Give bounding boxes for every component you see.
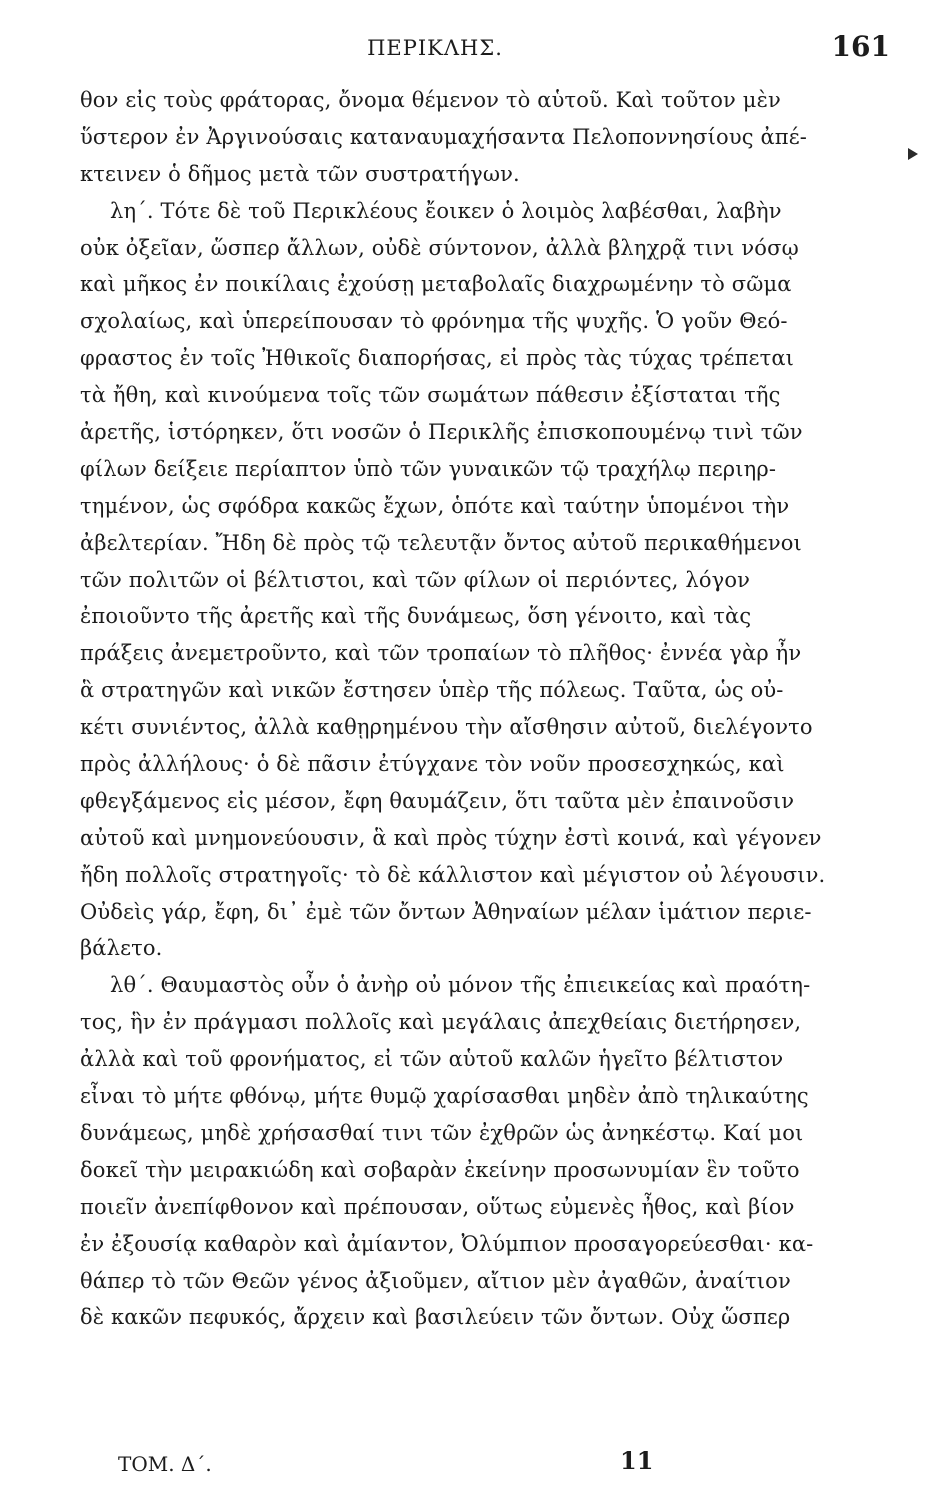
text-line: ὕστερον ἐν Ἀργινούσαις καταναυμαχήσαντα Πελοποννησίους ἀπέ-: [80, 124, 808, 149]
text-line: φθεγξάμενος εἰς μέσον, ἔφη θαυμάζειν, ὅτι ταῦτα μὲν ἐπαινοῦσιν: [80, 788, 795, 813]
text-line: κέτι συνιέντος, ἀλλὰ καθῃρημένου τὴν αἴσθησιν αὐτοῦ, διελέγοντο: [80, 715, 813, 740]
text-line: ποιεῖν ἀνεπίφθονον καὶ πρέπουσαν, οὕτως εὐμενὲς ἦθος, καὶ βίον: [80, 1194, 795, 1219]
text-line: φίλων δείξειε περίαπτον ὑπὸ τῶν γυναικῶν τῷ τραχήλῳ περιηρ-: [80, 456, 777, 481]
body-text: [80, 82, 900, 1336]
text-line: τῶν πολιτῶν οἱ βέλτιστοι, καὶ τῶν φίλων οἱ περιόντες, λόγον: [80, 567, 751, 592]
text-line: ἀβελτερίαν. Ἤδη δὲ πρὸς τῷ τελευτᾷν ὄντος αὐτοῦ περικαθήμενοι: [80, 530, 802, 555]
text-line: σχολαίως, καὶ ὑπερείπουσαν τὸ φρόνημα τῆς ψυχῆς. Ὁ γοῦν Θεό-: [80, 309, 788, 334]
text-line: ἀρετῆς, ἱστόρηκεν, ὅτι νοσῶν ὁ Περικλῆς ἐπισκοπουμένῳ τινὶ τῶν: [80, 420, 803, 445]
text-line: οὐκ ὀξεῖαν, ὥσπερ ἄλλων, οὐδὲ σύντονον, ἀλλὰ βληχρᾷ τινι νόσῳ: [80, 235, 799, 260]
text-line: δοκεῖ τὴν μειρακιώδη καὶ σοβαρὰν ἐκείνην προσωνυμίαν ἓν τοῦτο: [80, 1157, 800, 1182]
signature-mark: ΤΟΜ. Δ΄.: [118, 1452, 212, 1476]
text-line: φραστος ἐν τοῖς Ἠθικοῖς διαπορήσας, εἰ πρὸς τὰς τύχας τρέπεται: [80, 346, 795, 371]
chapter-start-line: λη΄. Τότε δὲ τοῦ Περικλέους ἔοικεν ὁ λοιμὸς λαβέσθαι, λαβὴν: [110, 198, 782, 223]
text-line: βάλετο.: [80, 936, 163, 961]
text-line: θον εἰς τοὺς φράτορας, ὄνομα θέμενον τὸ αὑτοῦ. Καὶ τοῦτον μὲν: [80, 88, 781, 112]
text-line: δὲ κακῶν πεφυκός, ἄρχειν καὶ βασιλεύειν τῶν ὄντων. Οὐχ ὥσπερ: [80, 1305, 791, 1330]
text-line: ἃ στρατηγῶν καὶ νικῶν ἔστησεν ὑπὲρ τῆς πόλεως. Ταῦτα, ὡς οὐ-: [80, 678, 784, 703]
text-line: ἤδη πολλοῖς στρατηγοῖς· τὸ δὲ κάλλιστον καὶ μέγιστον οὐ λέγουσιν.: [80, 862, 826, 887]
text-line: θάπερ τὸ τῶν Θεῶν γένος ἀξιοῦμεν, αἴτιον μὲν ἀγαθῶν, ἀναίτιον: [80, 1268, 791, 1293]
text-line: πράξεις ἀνεμετροῦντο, καὶ τῶν τροπαίων τὸ πλῆθος· ἐννέα γὰρ ἦν: [80, 641, 802, 666]
text-line: καὶ μῆκος ἐν ποικίλαις ἐχούσῃ μεταβολαῖς διαχρωμένην τὸ σῶμα: [80, 272, 792, 297]
margin-arrow-icon: [908, 148, 918, 160]
page-number: 161: [831, 30, 890, 63]
text-line: ἐποιοῦντο τῆς ἀρετῆς καὶ τῆς δυνάμεως, ὅση γένοιτο, καὶ τὰς: [80, 604, 752, 629]
text-line: κτεινεν ὁ δῆμος μετὰ τῶν συστρατήγων.: [80, 161, 520, 186]
text-line: τημένον, ὡς σφόδρα κακῶς ἔχων, ὁπότε καὶ ταύτην ὑπομένοι τὴν: [80, 493, 790, 518]
text-line: τὰ ἤθη, καὶ κινούμενα τοῖς τῶν σωμάτων πάθεσιν ἐξίσταται τῆς: [80, 383, 781, 408]
signature-number: 11: [620, 1446, 654, 1475]
text-line: τος, ἣν ἐν πράγμασι πολλοῖς καὶ μεγάλαις ἀπεχθείαις διετήρησεν,: [80, 1010, 802, 1035]
text-line: ἐν ἐξουσίᾳ καθαρὸν καὶ ἀμίαντον, Ὀλύμπιον προσαγορεύεσθαι· κα-: [80, 1231, 814, 1256]
text-line: ἀλλὰ καὶ τοῦ φρονήματος, εἰ τῶν αὑτοῦ καλῶν ἡγεῖτο βέλτιστον: [80, 1047, 784, 1072]
running-head: [0, 30, 944, 70]
chapter-start-line: λθ΄. Θαυμαστὸς οὖν ὁ ἀνὴρ οὐ μόνον τῆς ἐπιεικείας καὶ πραότη-: [110, 973, 811, 998]
text-line: πρὸς ἀλλήλους· ὁ δὲ πᾶσιν ἐτύγχανε τὸν νοῦν προσεσχηκώς, καὶ: [80, 752, 785, 777]
text-line: δυνάμεως, μηδὲ χρήσασθαί τινι τῶν ἐχθρῶν ὡς ἀνηκέστῳ. Καί μοι: [80, 1120, 804, 1145]
text-line: αὐτοῦ καὶ μνημονεύουσιν, ἃ καὶ πρὸς τύχην ἐστὶ κοινά, καὶ γέγονεν: [80, 825, 822, 850]
running-title: ΠΕΡΙΚΛΗΣ.: [367, 36, 503, 60]
text-line: εἶναι τὸ μήτε φθόνῳ, μήτε θυμῷ χαρίσασθαι μηδὲν ἀπὸ τηλικαύτης: [80, 1084, 809, 1109]
text-line: Οὐδεὶς γάρ, ἔφη, δι᾽ ἐμὲ τῶν ὄντων Ἀθηναίων μέλαν ἱμάτιον περιε-: [80, 899, 812, 924]
